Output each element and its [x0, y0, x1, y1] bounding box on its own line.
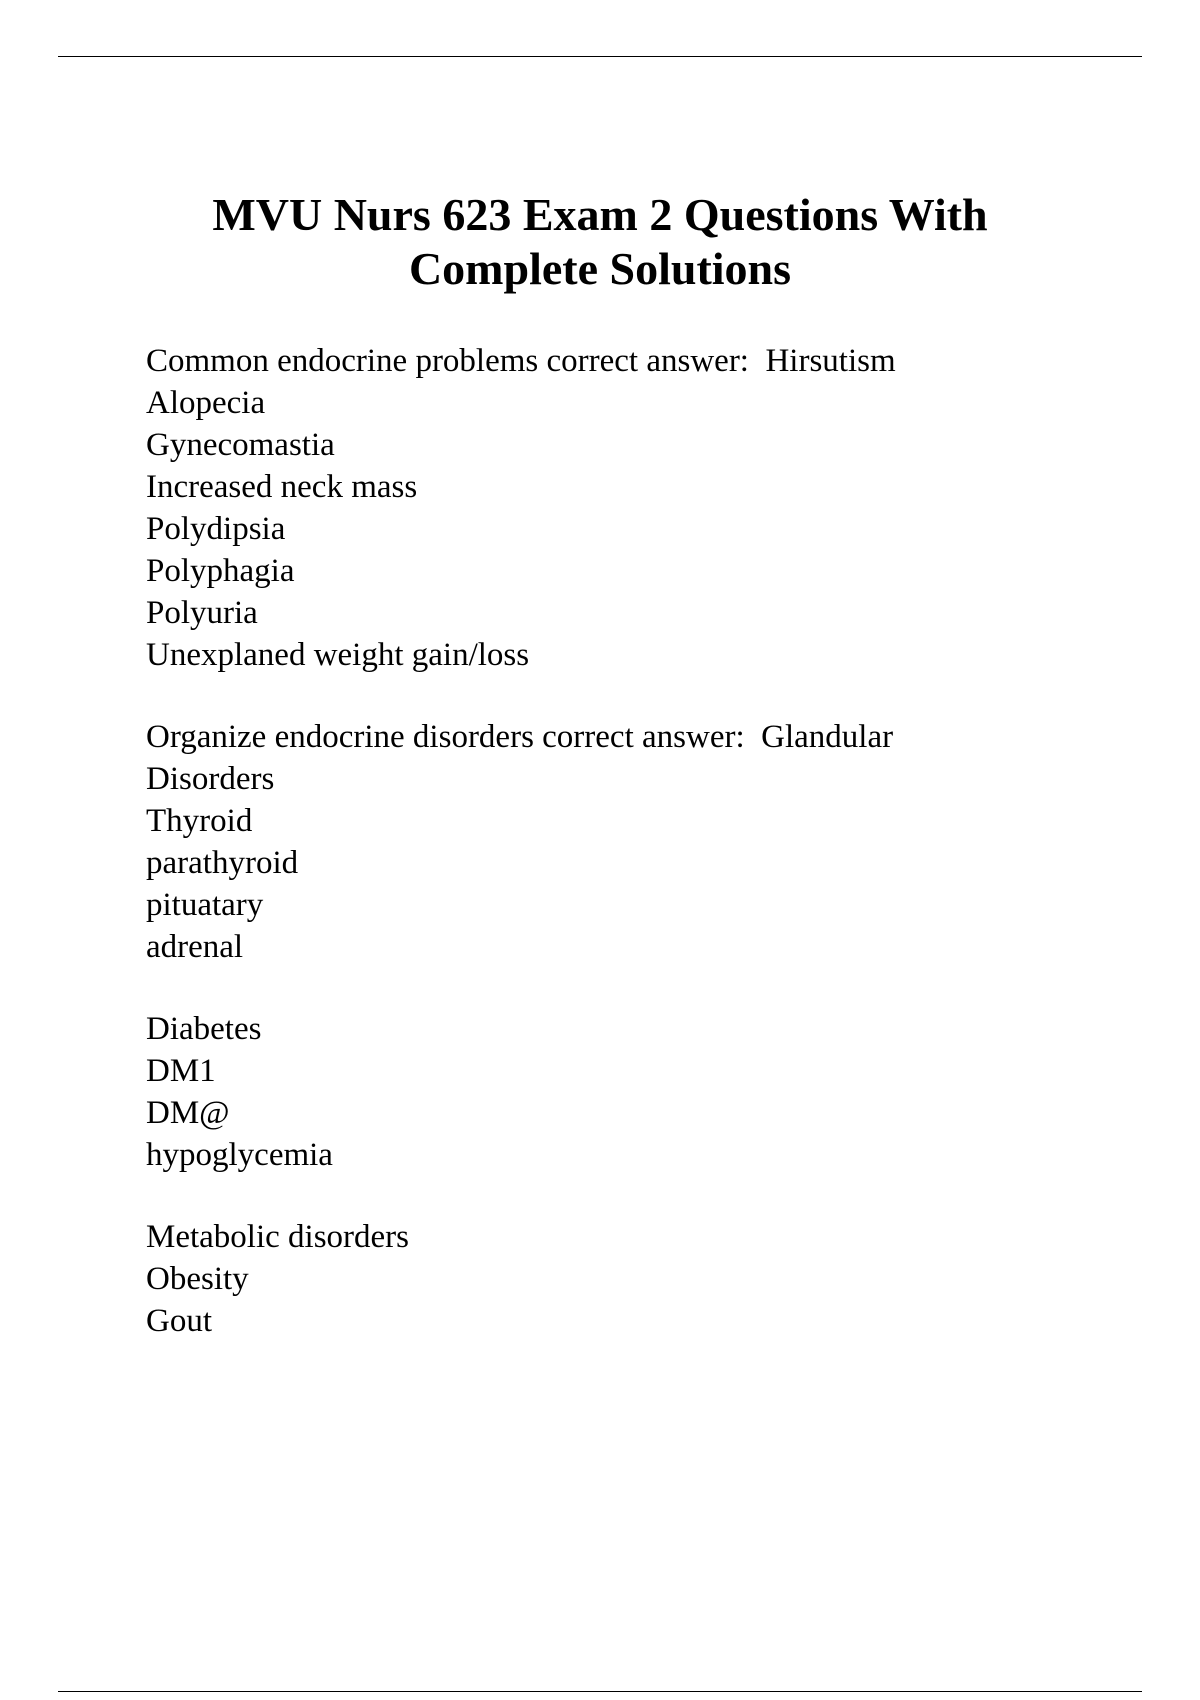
title-line-2: Complete Solutions	[408, 243, 792, 294]
answer-line: pituatary	[146, 887, 264, 923]
answer-line: Thyroid	[146, 803, 253, 839]
title-line-1: MVU Nurs 623 Exam 2 Questions With	[212, 189, 988, 240]
answer-line: Unexplaned weight gain/loss	[146, 637, 530, 673]
answer-line: Metabolic disorders	[146, 1219, 410, 1255]
answer-line: DM1	[146, 1053, 216, 1089]
answer-line: adrenal	[146, 929, 244, 965]
question-line: Common endocrine problems correct answer: Hirsutism	[146, 343, 896, 379]
answer-line: Disorders	[146, 761, 275, 797]
header-rule	[58, 56, 1142, 57]
answer-line: DM@	[146, 1095, 230, 1131]
answer-line: Alopecia	[146, 385, 266, 421]
section-metabolic-disorders	[146, 1216, 1146, 1342]
answer-line: Obesity	[146, 1261, 249, 1297]
answer-line: Gout	[146, 1303, 212, 1339]
question-line: Organize endocrine disorders correct answer: Glandular	[146, 719, 894, 755]
answer-line: parathyroid	[146, 845, 299, 881]
section-common-endocrine-problems	[146, 340, 1146, 676]
section-organize-endocrine-disorders	[146, 716, 1146, 968]
answer-line: Gynecomastia	[146, 427, 335, 463]
answer-line: Polyphagia	[146, 553, 295, 589]
document-title	[0, 188, 1200, 296]
document-body	[146, 340, 1146, 1382]
footer-rule	[58, 1691, 1142, 1692]
section-diabetes	[146, 1008, 1146, 1176]
answer-line: Polydipsia	[146, 511, 286, 547]
answer-line: Increased neck mass	[146, 469, 418, 505]
answer-line: Polyuria	[146, 595, 258, 631]
answer-line: hypoglycemia	[146, 1137, 333, 1173]
answer-line: Diabetes	[146, 1011, 262, 1047]
